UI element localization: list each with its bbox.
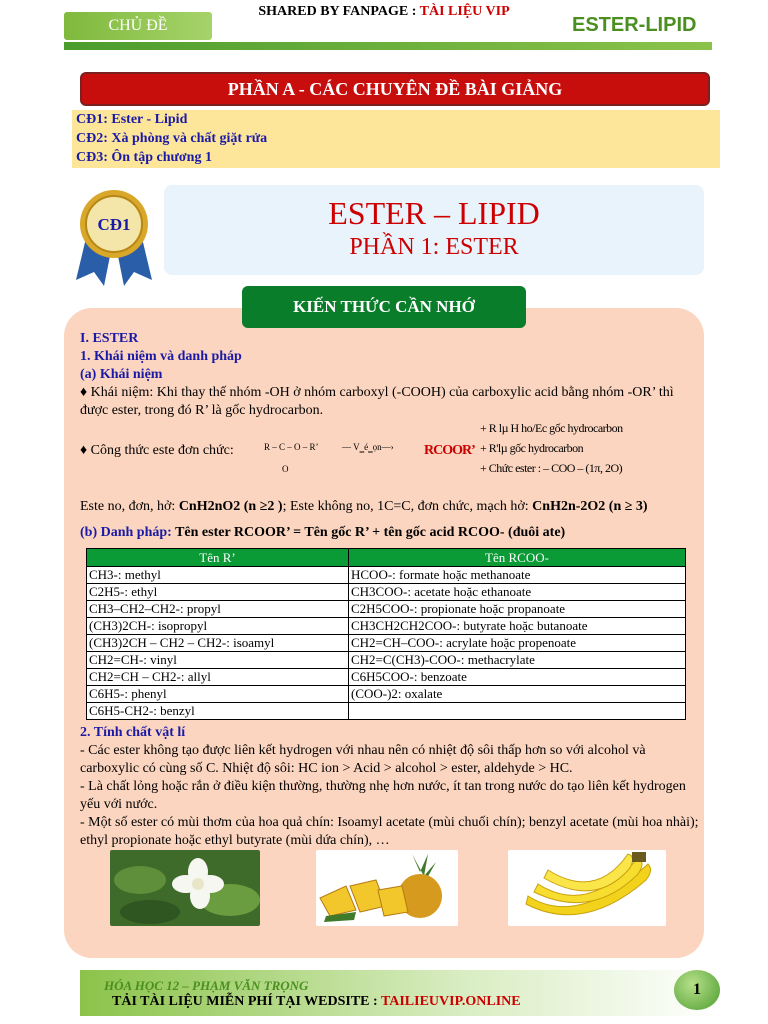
naming-rule (80, 524, 700, 542)
table-cell: CH3CH2CH2COO-: butyrate hoặc butanoate (349, 618, 686, 635)
brace-line-3: + Chức ester : – COO – (1π, 2O) (480, 461, 623, 475)
table-row (87, 669, 686, 686)
footer-site-link[interactable]: TAILIEUVIP.ONLINE (380, 994, 521, 1009)
table-row (87, 567, 686, 584)
table-row (87, 686, 686, 703)
table-cell (349, 703, 686, 720)
title-box (164, 185, 704, 275)
table-cell: HCOO-: formate hoặc methanoate (349, 567, 686, 584)
formula-structure-o: O (282, 464, 289, 474)
physical-p1: - Các ester không tạo được liên kết hydrogen với nhau nên có nhiệt độ sôi thấp hơn so với alcohol và carboxylic có cùng số C. Nhiệt độ sôi: HC ion > Acid > alcohol > ester, aldehyde > HC. (80, 743, 646, 776)
este-formula-line (80, 498, 700, 516)
table-cell: CH2=CH – CH2-: allyl (87, 669, 349, 686)
brace-line-2: + R'lµ gốc hydrocarbon (480, 441, 584, 455)
este-khong-no-formula: CnH2n-2O2 (n ≥ 3) (532, 499, 648, 514)
banana-image (508, 850, 666, 926)
topic-item-2: CĐ2: Xà phòng và chất giặt rửa (76, 131, 268, 146)
este-khong-no-label: ; Este không no, 1C=C, đơn chức, mạch hở: (282, 499, 533, 514)
definition-text: ♦ Khái niệm: Khi thay thế nhóm -OH ở nhóm carboxyl (-COOH) của carboxylic acid bằng nhóm -OR’ thì được ester, trong đó R’ là gốc hydrocarbon. (80, 385, 674, 418)
heading-concept-naming: 1. Khái niệm và danh pháp (80, 349, 242, 364)
table-cell: CH3–CH2–CH2-: propyl (87, 601, 349, 618)
table-cell: C6H5COO-: benzoate (349, 669, 686, 686)
heading-ester: I. ESTER (80, 331, 139, 346)
chude-tab: CHỦ ĐỀ (64, 12, 212, 40)
table-cell: CH2=C(CH3)-COO-: methacrylate (349, 652, 686, 669)
table-cell: C6H5-: phenyl (87, 686, 349, 703)
formula-label: ♦ Công thức este đơn chức: (80, 443, 234, 458)
footer-credit: HÓA HỌC 12 – PHẠM VĂN TRỌNG (104, 978, 309, 993)
formula-structure: R – C – O – R’ (264, 442, 319, 452)
naming-table (86, 548, 686, 720)
header-rcoo-name: Tên RCOO- (349, 549, 686, 567)
pineapple-image (316, 850, 458, 926)
naming-label: (b) Danh pháp: (80, 525, 172, 540)
medal-icon (72, 188, 156, 288)
este-no-label: Este no, đơn, hở: (80, 499, 179, 514)
shared-name: TÀI LIỆU VIP (419, 4, 510, 19)
brace-line-1: + R lµ H ho/Ec gốc hydrocarbon (480, 421, 623, 435)
table-cell: CH2=CH-: vinyl (87, 652, 349, 669)
table-row (87, 635, 686, 652)
table-cell: CH2=CH–COO-: acrylate hoặc propenoate (349, 635, 686, 652)
table-cell: (CH3)2CH – CH2 – CH2-: isoamyl (87, 635, 349, 652)
physical-p3: - Một số ester có mùi thơm của hoa quả chín: Isoamyl acetate (mùi chuối chín); benzyl acetate (mùi hoa nhài); ethyl propionate hoặc ethyl butyrate (mùi dứa chín), … (80, 815, 699, 848)
page-number: 1 (674, 970, 720, 1010)
formula-block (80, 421, 700, 486)
topic-item-3: CĐ3: Ôn tập chương 1 (76, 150, 212, 165)
page-subtitle: PHẦN 1: ESTER (349, 234, 519, 260)
topic-list (72, 110, 720, 168)
table-header-row (87, 549, 686, 567)
badge-label: CĐ1 (97, 215, 131, 234)
naming-rule-text: Tên ester RCOOR’ = Tên gốc R’ + tên gốc acid RCOO- (đuôi ate) (171, 525, 566, 540)
table-row (87, 601, 686, 618)
header-divider (64, 42, 712, 50)
header-r-name: Tên R’ (87, 549, 349, 567)
shared-prefix: SHARED BY FANPAGE : (258, 4, 420, 19)
physical-p2: - Là chất lỏng hoặc rắn ở điều kiện thường, thường nhẹ hơn nước, ít tan trong nước do tạo liên kết hydrogen yếu với nước. (80, 779, 686, 812)
heading-concept: (a) Khái niệm (80, 367, 163, 382)
topic-title: ESTER-LIPID (572, 14, 697, 36)
table-cell: C2H5COO-: propionate hoặc propanoate (349, 601, 686, 618)
table-row (87, 584, 686, 601)
table-cell: CH3COO-: acetate hoặc ethanoate (349, 584, 686, 601)
jasmine-flower-image (110, 850, 260, 926)
footer-site-prefix: TẢI TÀI LIỆU MIỄN PHÍ TẠI WEDSITE : (112, 994, 381, 1009)
formula-rcoor: RCOOR’ (424, 443, 475, 458)
table-row (87, 618, 686, 635)
este-no-formula: CnH2nO2 (n ≥2 ) (178, 499, 283, 514)
heading-physical: 2. Tính chất vật lí (80, 725, 186, 740)
table-cell: (COO-)2: oxalate (349, 686, 686, 703)
footer-website (112, 994, 521, 1010)
content-section-2 (80, 724, 700, 850)
formula-brace (480, 418, 623, 478)
section-a-banner: PHẦN A - CÁC CHUYÊN ĐỀ BÀI GIẢNG (80, 72, 710, 106)
table-cell: CH3-: methyl (87, 567, 349, 584)
topic-item-1: CĐ1: Ester - Lipid (76, 112, 188, 127)
content-section-1 (80, 330, 700, 542)
table-cell: C2H5-: ethyl (87, 584, 349, 601)
table-cell: (CH3)2CH-: isopropyl (87, 618, 349, 635)
formula-arrow: — V‗é‗ọn—› (342, 442, 394, 452)
page-title: ESTER – LIPID (328, 195, 540, 231)
table-row (87, 652, 686, 669)
table-cell: C6H5-CH2-: benzyl (87, 703, 349, 720)
knowledge-banner: KIẾN THỨC CẦN NHỚ (242, 286, 526, 328)
table-row (87, 703, 686, 720)
